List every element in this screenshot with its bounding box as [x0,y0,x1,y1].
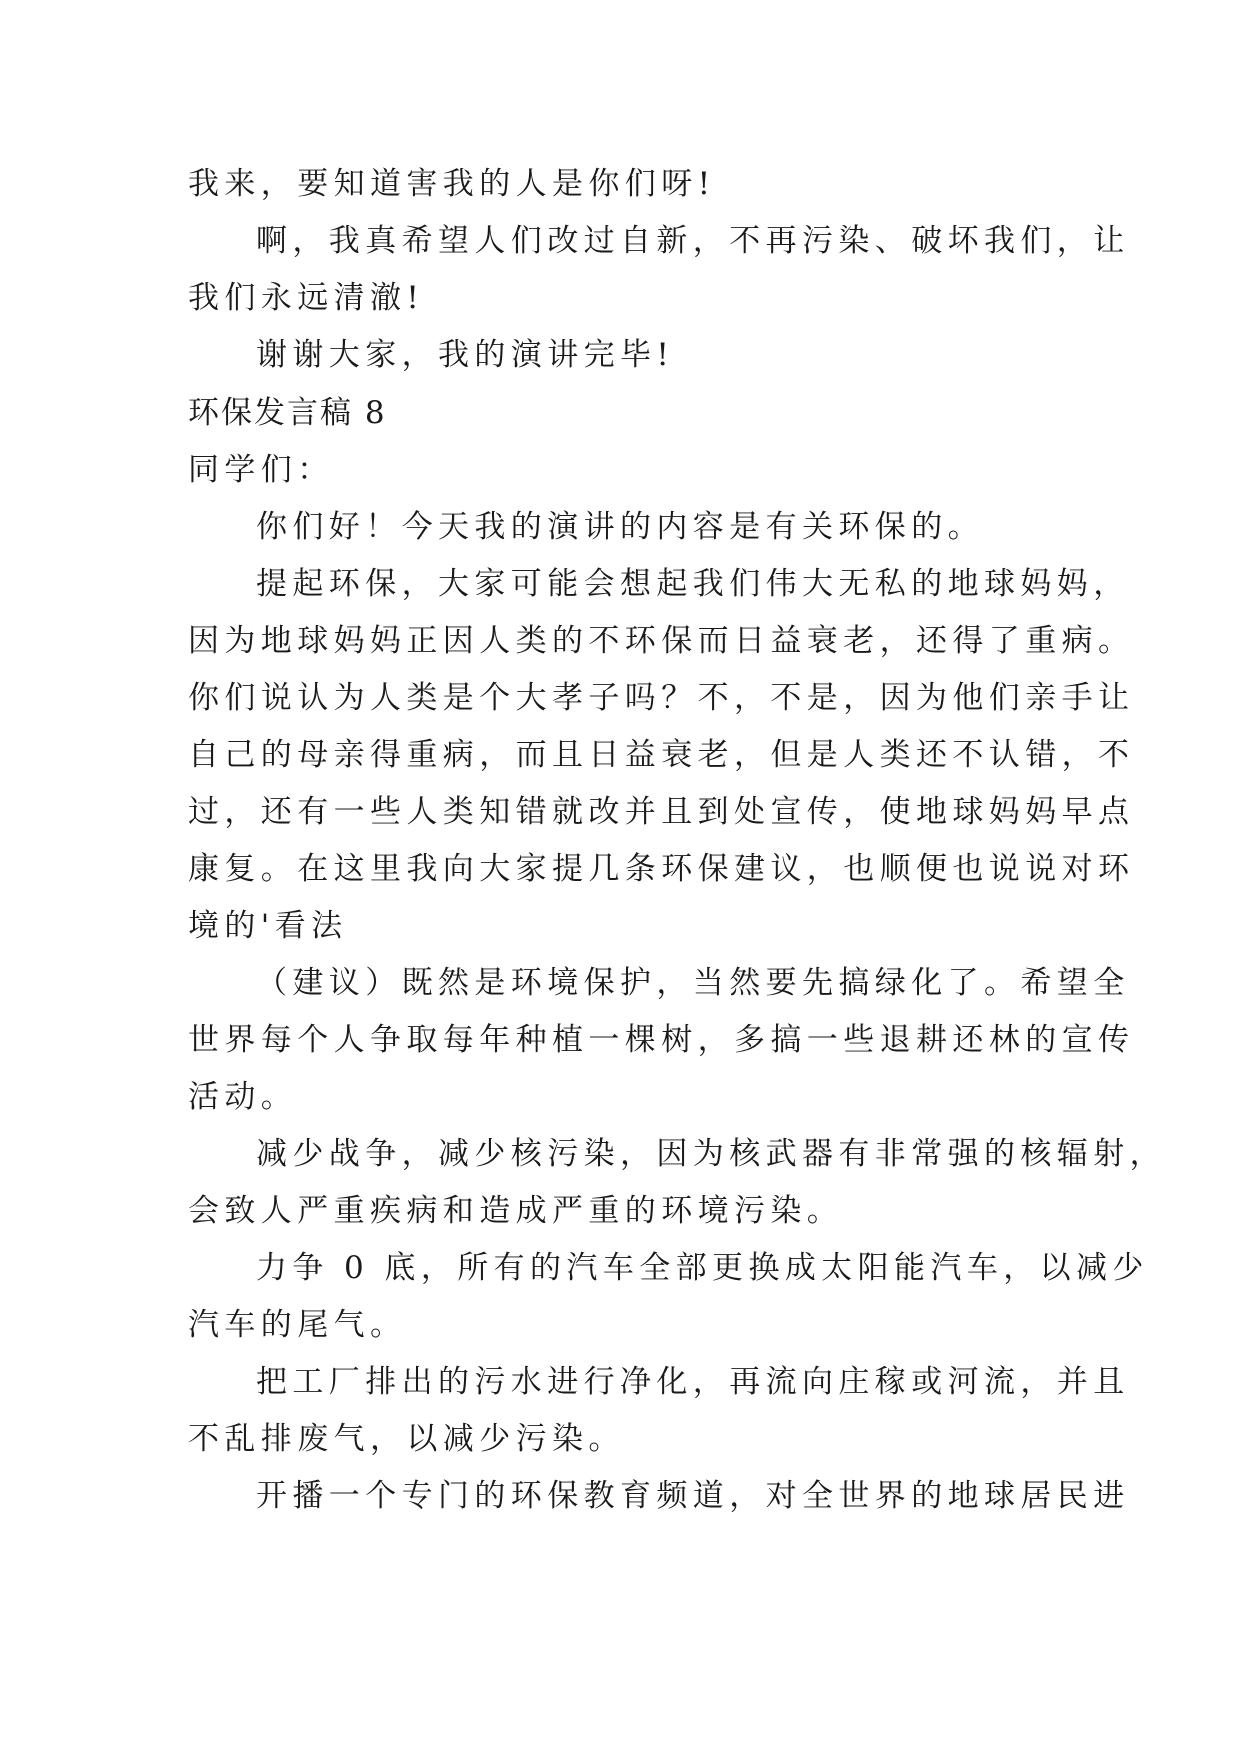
text-line: 会致人严重疾病和造成严重的环境污染。 [188,1193,844,1229]
text-line: 谢谢大家，我的演讲完毕! [256,337,675,373]
text-line: 因为地球妈妈正因人类的不环保而日益衰老，还得了重病。 [188,623,1135,659]
text-line: 我们永远清澈! [188,280,425,316]
text-line: 减少战争，减少核污染，因为核武器有非常强的核辐射， [256,1136,1166,1172]
text-line: 活动。 [188,1079,298,1115]
text-line: 你们说认为人类是个大孝子吗？不，不是，因为他们亲手让 [188,680,1135,716]
text-line: 提起环保，大家可能会想起我们伟大无私的地球妈妈， [256,566,1130,602]
salutation: 同学们： [188,452,334,488]
text-line: 过，还有一些人类知错就改并且到处宣传，使地球妈妈早点 [188,794,1135,830]
text-line: 开播一个专门的环保教育频道，对全世界的地球居民进 [256,1478,1130,1514]
text-line: 啊，我真希望人们改过自新，不再污染、破坏我们，让 [256,223,1130,259]
section-heading: 环保发言稿 8 [188,395,387,431]
text-line: 你们好！今天我的演讲的内容是有关环保的。 [256,509,984,545]
text-line: 我来，要知道害我的人是你们呀! [188,166,716,202]
text-line: 把工厂排出的污水进行净化，再流向庄稼或河流，并且 [256,1364,1130,1400]
text-line: 康复。在这里我向大家提几条环保建议，也顺便也说说对环 [188,851,1135,887]
text-line: 汽车的尾气。 [188,1307,407,1343]
text-line: （建议）既然是环境保护，当然要先搞绿化了。希望全 [256,965,1130,1001]
text-line: 力争 0 底，所有的汽车全部更换成太阳能汽车，以减少 [256,1250,1149,1286]
text-line: 不乱排废气，以减少污染。 [188,1421,625,1457]
text-line: 自己的母亲得重病，而且日益衰老，但是人类还不认错，不 [188,737,1135,773]
text-line: 世界每个人争取每年种植一棵树，多搞一些退耕还林的宣传 [188,1022,1135,1058]
text-line: 境的'看法 [188,908,348,944]
